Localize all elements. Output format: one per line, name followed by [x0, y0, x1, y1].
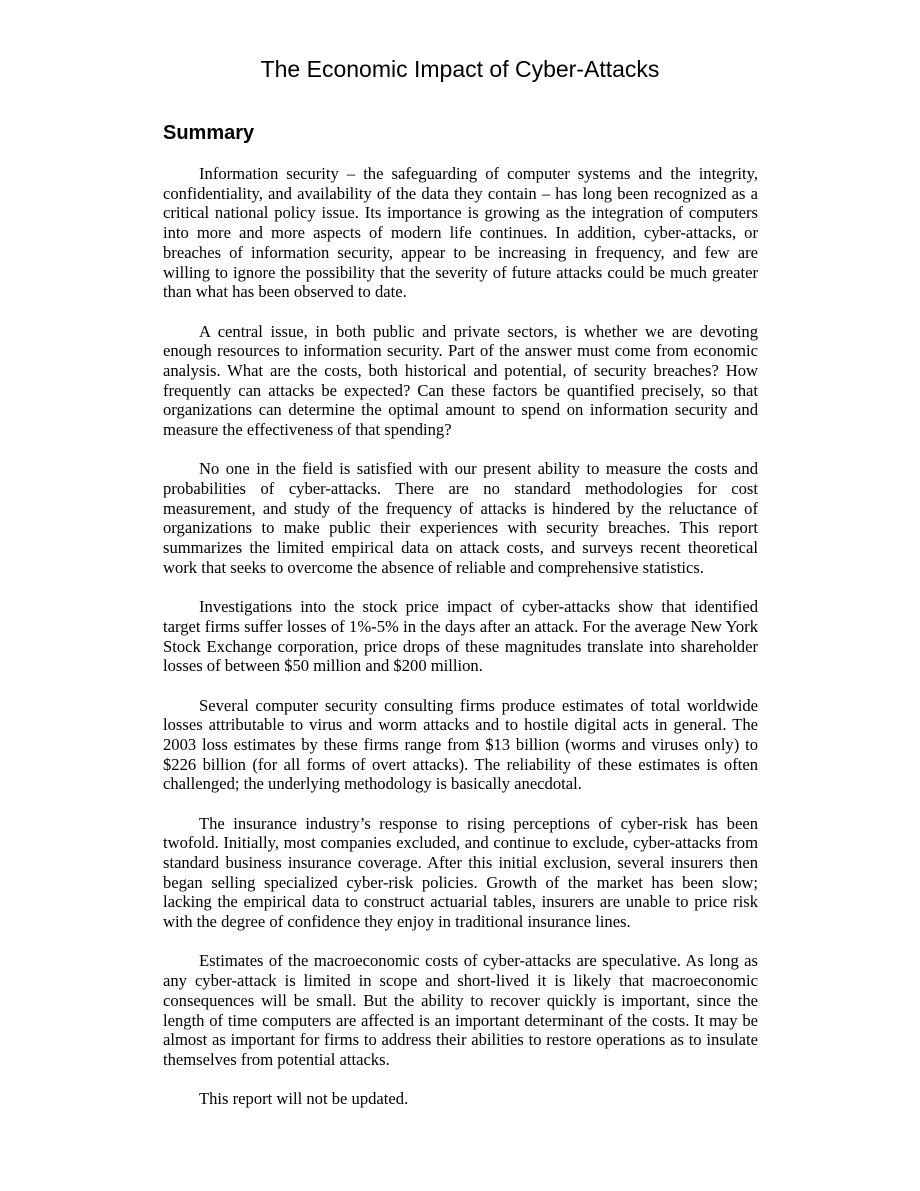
- paragraph: A central issue, in both public and private sectors, is whether we are devoting enough resources to information security. Part of the answer must come from economic analysis. What are the costs, both historical and potential, of security breaches? How frequently can attacks be expected? Can these factors be quantified precisely, so that organizations can determine the optimal amount to spend on information security and measure the effectiveness of that spending?: [163, 321, 758, 440]
- document-title: The Economic Impact of Cyber-Attacks: [260, 56, 660, 82]
- paragraph: Information security – the safeguarding of computer systems and the integrity, confidentiality, and availability of the data they contain – has long been recognized as a critical national policy issue. Its importance is growing as the integration of computers into more and more aspects of modern life continues. In addition, cyber-attacks, or breaches of information security, appear to be increasing in frequency, and few are willing to ignore the possibility that the severity of future attacks could be much greater than what has been observed to date.: [163, 164, 758, 302]
- paragraph: Investigations into the stock price impact of cyber-attacks show that identified target firms suffer losses of 1%-5% in the days after an attack. For the average New York Stock Exchange corporation, price drops of these magnitudes translate into shareholder losses of between $50 million and $200 million.: [163, 597, 758, 676]
- paragraph: The insurance industry’s response to rising perceptions of cyber-risk has been twofold. Initially, most companies excluded, and continue to exclude, cyber-attacks from standard business insurance coverage. After this initial exclusion, several insurers then began selling specialized cyber-risk policies. Growth of the market has been slow; lacking the empirical data to construct actuarial tables, insurers are unable to price risk with the degree of confidence they enjoy in traditional insurance lines.: [163, 813, 758, 932]
- paragraph: This report will not be updated.: [199, 1089, 409, 1109]
- paragraph: Several computer security consulting firms produce estimates of total worldwide losses attributable to virus and worm attacks and to hostile digital acts in general. The 2003 loss estimates by these firms range from $13 billion (worms and viruses only) to $226 billion (for all forms of overt attacks). The reliability of these estimates is often challenged; the underlying methodology is basically anecdotal.: [163, 695, 758, 794]
- section-heading-summary: Summary: [163, 122, 255, 144]
- paragraph: Estimates of the macroeconomic costs of cyber-attacks are speculative. As long as any cyber-attack is limited in scope and short-lived it is likely that macroeconomic consequences will be small. But the ability to recover quickly is important, since the length of time computers are affected is an important determinant of the costs. It may be almost as important for firms to address their abilities to restore operations as to insulate themselves from potential attacks.: [163, 951, 758, 1069]
- paragraph: No one in the field is satisfied with our present ability to measure the costs and probabilities of cyber-attacks. There are no standard methodologies for cost measurement, and study of the frequency of attacks is hindered by the reluctance of organizations to make public their experiences with security breaches. This report summarizes the limited empirical data on attack costs, and surveys recent theoretical work that seeks to overcome the absence of reliable and comprehensive statistics.: [163, 459, 758, 577]
- summary-body: [163, 164, 758, 1109]
